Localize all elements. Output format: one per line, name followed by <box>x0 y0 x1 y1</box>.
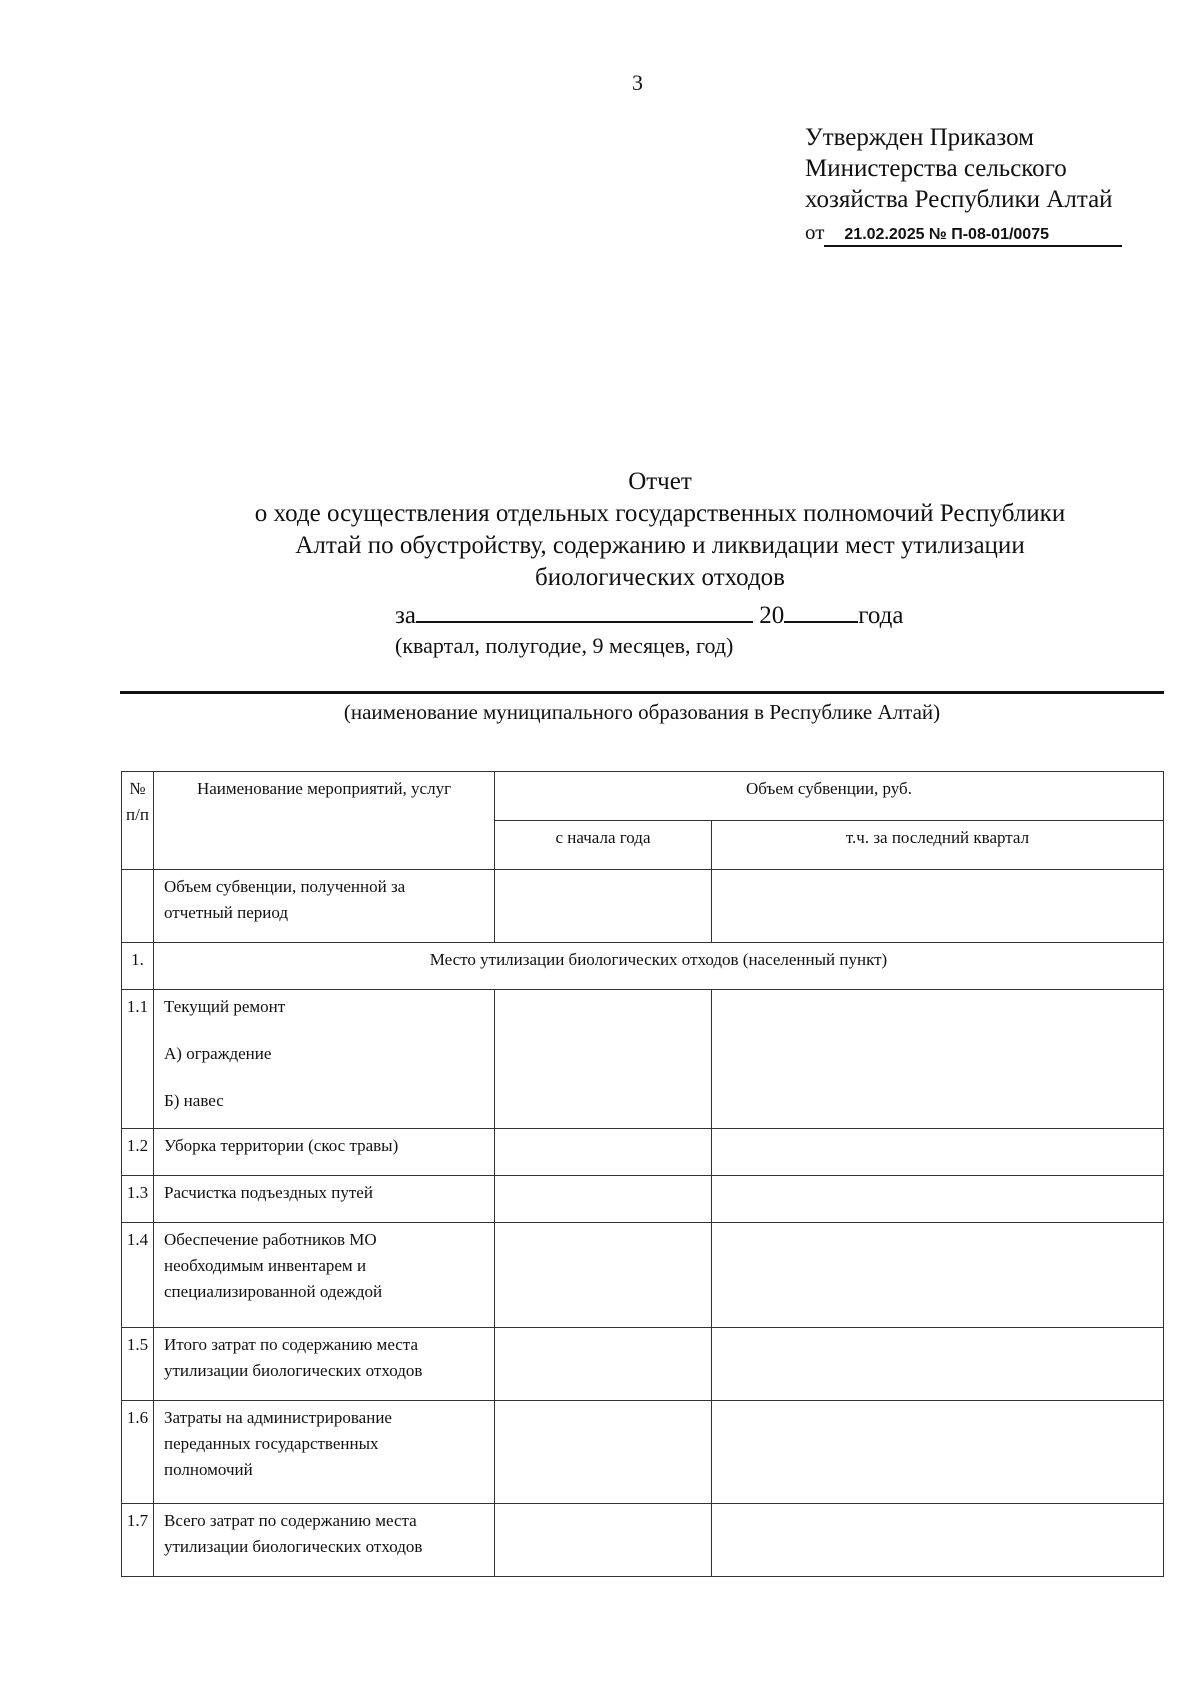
period-year: 20 <box>759 602 785 629</box>
approval-line-1: Утвержден Приказом <box>805 124 1034 151</box>
cell-last-quarter[interactable] <box>712 1176 1164 1223</box>
header-num: № п/п <box>122 772 154 870</box>
page-number: 3 <box>632 70 643 95</box>
period-caption: (квартал, полугодие, 9 месяцев, год) <box>395 633 734 658</box>
row-num: 1.3 <box>122 1176 154 1223</box>
report-table <box>121 771 1164 1577</box>
row-name: Всего затрат по содержанию места утилизации биологических отходов <box>154 1504 495 1577</box>
report-period-line <box>395 601 903 630</box>
cell-since-year-start[interactable] <box>495 870 712 943</box>
header-name: Наименование мероприятий, услуг <box>154 772 495 870</box>
row-num: 1.4 <box>122 1223 154 1328</box>
cell-since-year-start[interactable] <box>495 1129 712 1176</box>
approval-order-number: 21.02.2025 № П-08-01/0075 <box>824 225 1122 247</box>
header-subsidy: Объем субвенции, руб. <box>495 772 1164 821</box>
cell-since-year-start[interactable] <box>495 1223 712 1328</box>
sub-item-fence: А) ограждение <box>164 1044 272 1063</box>
table-row <box>122 1176 1164 1223</box>
row-name: Расчистка подъездных путей <box>154 1176 495 1223</box>
cell-last-quarter[interactable] <box>712 870 1164 943</box>
row-name: Затраты на администрирование переданных государственных полномочий <box>154 1401 495 1504</box>
row-name: Обеспечение работников МО необходимым инвентарем и специализированной одеждой <box>154 1223 495 1328</box>
cell-since-year-start[interactable] <box>495 1328 712 1401</box>
table-row <box>122 1401 1164 1504</box>
row-num: 1.1 <box>122 990 154 1129</box>
report-title-line-2: Алтай по обустройству, содержанию и ликвидации мест утилизации <box>295 532 1025 559</box>
approval-from-label: от <box>805 220 825 244</box>
cell-last-quarter[interactable] <box>712 1328 1164 1401</box>
table-row <box>122 1504 1164 1577</box>
header-since-year-start: с начала года <box>495 821 712 870</box>
row-name: Итого затрат по содержанию места утилизации биологических отходов <box>154 1328 495 1401</box>
row-num: 1.5 <box>122 1328 154 1401</box>
municipality-caption: (наименование муниципального образования в Республике Алтай) <box>343 700 941 724</box>
report-title-line-1: о ходе осуществления отдельных государственных полномочий Республики <box>254 500 1066 527</box>
approval-order-ref <box>805 217 1122 248</box>
row-name: Текущий ремонт А) ограждение Б) навес <box>154 990 495 1129</box>
cell-last-quarter[interactable] <box>712 1504 1164 1577</box>
header-last-quarter: т.ч. за последний квартал <box>712 821 1164 870</box>
table-row <box>122 1129 1164 1176</box>
period-prefix: за <box>395 602 416 629</box>
table-header-row <box>122 772 1164 821</box>
approval-stamp <box>805 122 1122 248</box>
cell-since-year-start[interactable] <box>495 1504 712 1577</box>
cell-since-year-start[interactable] <box>495 990 712 1129</box>
table-row <box>122 1223 1164 1328</box>
cell-since-year-start[interactable] <box>495 1401 712 1504</box>
year-blank[interactable] <box>784 601 858 623</box>
row-name: Объем субвенции, полученной за отчетный период <box>154 870 495 943</box>
row-num: 1.7 <box>122 1504 154 1577</box>
table-row <box>122 870 1164 943</box>
table-row <box>122 1328 1164 1401</box>
table-row <box>122 990 1164 1129</box>
row-num: 1.6 <box>122 1401 154 1504</box>
approval-line-2: Министерства сельского <box>805 155 1067 182</box>
municipality-blank[interactable] <box>120 691 1164 694</box>
period-suffix: года <box>858 602 904 629</box>
cell-last-quarter[interactable] <box>712 990 1164 1129</box>
cell-last-quarter[interactable] <box>712 1223 1164 1328</box>
section-num: 1. <box>122 943 154 990</box>
section-label: Место утилизации биологических отходов (населенный пункт) <box>154 943 1164 990</box>
approval-line-3: хозяйства Республики Алтай <box>805 186 1113 213</box>
row-num <box>122 870 154 943</box>
report-title <box>120 466 1200 594</box>
section-row <box>122 943 1164 990</box>
cell-since-year-start[interactable] <box>495 1176 712 1223</box>
report-title-line-3: биологических отходов <box>535 564 785 591</box>
row-name: Уборка территории (скос травы) <box>154 1129 495 1176</box>
cell-last-quarter[interactable] <box>712 1129 1164 1176</box>
report-heading: Отчет <box>628 468 692 495</box>
sub-item-canopy: Б) навес <box>164 1091 224 1110</box>
cell-last-quarter[interactable] <box>712 1401 1164 1504</box>
period-blank[interactable] <box>416 601 753 623</box>
row-num: 1.2 <box>122 1129 154 1176</box>
